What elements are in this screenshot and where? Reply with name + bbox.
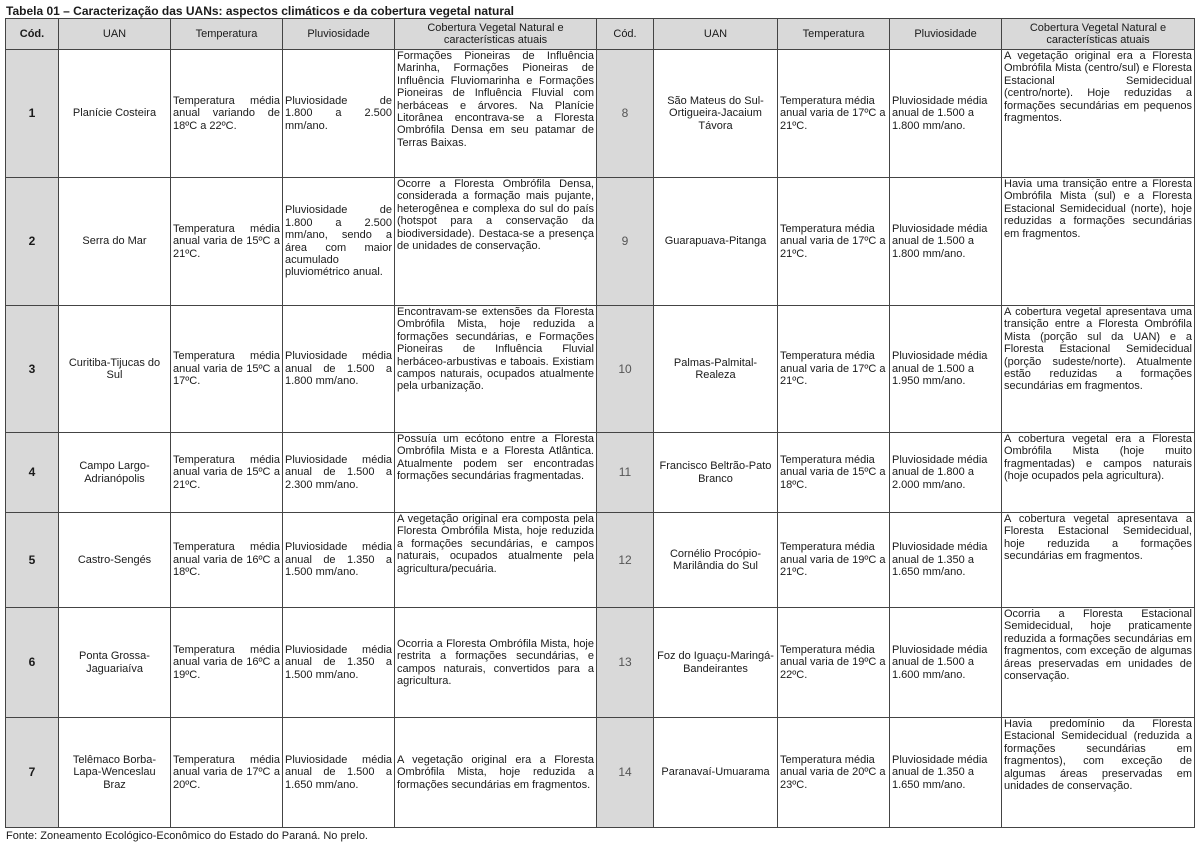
cell-temperatura: Temperatura média anual varia de 17ºC a 21ºC.	[778, 50, 890, 178]
header-cod: Cód.	[597, 19, 654, 50]
table-row	[6, 513, 1195, 608]
cell-uan: Guarapuava-Pitanga	[654, 178, 778, 306]
cell-cobertura: Havia uma transição entre a Floresta Ombrófila Mista (sul) e a Floresta Estacional Semidecidual (norte), hoje reduzidas a formações secundárias em fragmentos.	[1002, 178, 1195, 306]
cell-uan: Campo Largo-Adrianópolis	[59, 433, 171, 513]
cell-pluviosidade: Pluviosidade de 1.800 a 2.500 mm/ano.	[283, 50, 395, 178]
table-body	[6, 50, 1195, 828]
cell-cod: 13	[597, 608, 654, 718]
header-cod: Cód.	[6, 19, 59, 50]
cell-cod: 12	[597, 513, 654, 608]
cell-cod: 7	[6, 718, 59, 828]
table-row	[6, 608, 1195, 718]
cell-cod: 2	[6, 178, 59, 306]
cell-uan: Foz do Iguaçu-Maringá-Bandeirantes	[654, 608, 778, 718]
cell-uan: Paranavaí-Umuarama	[654, 718, 778, 828]
table-row	[6, 718, 1195, 828]
cell-pluviosidade: Pluviosidade média anual de 1.500 a 1.650 mm/ano.	[283, 718, 395, 828]
cell-uan: Palmas-Palmital-Realeza	[654, 306, 778, 433]
cell-temperatura: Temperatura média anual variando de 18ºC a 22ºC.	[171, 50, 283, 178]
cell-pluviosidade: Pluviosidade média anual de 1.350 a 1.500 mm/ano.	[283, 513, 395, 608]
header-pluviosidade: Pluviosidade	[890, 19, 1002, 50]
header-uan: UAN	[654, 19, 778, 50]
source-note: Fonte: Zoneamento Ecológico-Econômico do Estado do Paraná. No prelo.	[6, 830, 368, 842]
cell-cod: 1	[6, 50, 59, 178]
cell-cod: 5	[6, 513, 59, 608]
cell-uan: Castro-Sengés	[59, 513, 171, 608]
cell-pluviosidade: Pluviosidade média anual de 1.500 a 1.950 mm/ano.	[890, 306, 1002, 433]
table-row	[6, 178, 1195, 306]
header-pluviosidade: Pluviosidade	[283, 19, 395, 50]
uan-table	[5, 18, 1195, 828]
table-row	[6, 433, 1195, 513]
cell-pluviosidade: Pluviosidade média anual de 1.500 a 2.300 mm/ano.	[283, 433, 395, 513]
cell-pluviosidade: Pluviosidade média anual de 1.500 a 1.600 mm/ano.	[890, 608, 1002, 718]
cell-pluviosidade: Pluviosidade média anual de 1.350 a 1.500 mm/ano.	[283, 608, 395, 718]
cell-cobertura: A vegetação original era composta pela Floresta Ombrófila Mista, hoje reduzida a formações secundárias, e campos naturais, ocupados atualmente pela agricultura/pecuária.	[395, 513, 597, 608]
cell-cod: 4	[6, 433, 59, 513]
cell-cod: 8	[597, 50, 654, 178]
cell-pluviosidade: Pluviosidade média anual de 1.500 a 1.800 mm/ano.	[890, 50, 1002, 178]
cell-cobertura: A cobertura vegetal era a Floresta Ombrófila Mista (hoje muito fragmentadas) e campos naturais (hoje ocupados pela agricultura).	[1002, 433, 1195, 513]
cell-temperatura: Temperatura média anual varia de 17ºC a 21ºC.	[778, 306, 890, 433]
cell-temperatura: Temperatura média anual varia de 15ºC a 17ºC.	[171, 306, 283, 433]
header-cobertura: Cobertura Vegetal Natural e características atuais	[395, 19, 597, 50]
cell-pluviosidade: Pluviosidade média anual de 1.350 a 1.650 mm/ano.	[890, 718, 1002, 828]
header-temperatura: Temperatura	[778, 19, 890, 50]
cell-cobertura: A vegetação original era a Floresta Ombrófila Mista (centro/sul) e Floresta Estacional Semidecidual (centro/norte). Hoje reduzidas a formações secundárias em pequenos fragmentos.	[1002, 50, 1195, 178]
cell-pluviosidade: Pluviosidade média anual de 1.800 a 2.000 mm/ano.	[890, 433, 1002, 513]
header-row	[6, 19, 1195, 50]
cell-cod: 10	[597, 306, 654, 433]
cell-cobertura: A cobertura vegetal apresentava uma transição entre a Floresta Ombrófila Mista (porção sul da UAN) e a Floresta Estacional Semidecidual (porção sudeste/norte). Atualmente estão reduzidas a formações secundárias em fragmentos.	[1002, 306, 1195, 433]
cell-cod: 9	[597, 178, 654, 306]
cell-cobertura: Encontravam-se extensões da Floresta Ombrófila Mista, hoje reduzida a formações secundárias, e Formações Pioneiras de Influência Fluvial herbáceo-arbustivas e taboais. Existiam campos naturais, ocupados atualmente pela urbanização.	[395, 306, 597, 433]
cell-cobertura: A vegetação original era a Floresta Ombrófila Mista, hoje reduzida a formações secundárias em fragmentos.	[395, 718, 597, 828]
cell-cobertura: Havia predomínio da Floresta Estacional Semidecidual (reduzida a formações secundárias em fragmentos), com exceção de algumas áreas preservadas em unidades de conservação.	[1002, 718, 1195, 828]
cell-cobertura: Possuía um ecótono entre a Floresta Ombrófila Mista e a Floresta Atlântica. Atualmente podem ser encontradas formações secundárias fragmentadas.	[395, 433, 597, 513]
cell-uan: Curitiba-Tijucas do Sul	[59, 306, 171, 433]
cell-temperatura: Temperatura média anual varia de 17ºC a 20ºC.	[171, 718, 283, 828]
cell-temperatura: Temperatura média anual varia de 19ºC a 22ºC.	[778, 608, 890, 718]
cell-uan: Serra do Mar	[59, 178, 171, 306]
header-uan: UAN	[59, 19, 171, 50]
cell-temperatura: Temperatura média anual varia de 16ºC a 18ºC.	[171, 513, 283, 608]
cell-uan: Ponta Grossa-Jaguariaíva	[59, 608, 171, 718]
cell-uan: Telêmaco Borba-Lapa-Wenceslau Braz	[59, 718, 171, 828]
cell-cobertura: Formações Pioneiras de Influência Marinha, Formações Pioneiras de Influência Fluviomarinha e Formações Pioneiras de Influência Fluvial com herbáceas e árvores. Na Planície Litorânea encontrava-se a Floresta Ombrófila Densa em seu patamar de Terras Baixas.	[395, 50, 597, 178]
table-row	[6, 50, 1195, 178]
cell-cobertura: Ocorria a Floresta Estacional Semidecidual, hoje praticamente reduzida a formações secundárias em fragmentos, com exceção de algumas áreas preservadas em unidades de conservação.	[1002, 608, 1195, 718]
cell-temperatura: Temperatura média anual varia de 15ºC a 18ºC.	[778, 433, 890, 513]
table-header	[6, 19, 1195, 50]
cell-cobertura: A cobertura vegetal apresentava a Floresta Estacional Semidecidual, hoje reduzida a formações secundárias em fragmentos.	[1002, 513, 1195, 608]
cell-cod: 6	[6, 608, 59, 718]
cell-uan: São Mateus do Sul-Ortigueira-Jacaium Távora	[654, 50, 778, 178]
cell-cod: 3	[6, 306, 59, 433]
cell-pluviosidade: Pluviosidade média anual de 1.500 a 1.800 mm/ano.	[283, 306, 395, 433]
cell-pluviosidade: Pluviosidade média anual de 1.350 a 1.650 mm/ano.	[890, 513, 1002, 608]
document-page	[5, 4, 1194, 843]
cell-pluviosidade: Pluviosidade média anual de 1.500 a 1.800 mm/ano.	[890, 178, 1002, 306]
cell-uan: Planície Costeira	[59, 50, 171, 178]
cell-temperatura: Temperatura média anual varia de 15ºC a 21ºC.	[171, 433, 283, 513]
cell-uan: Cornélio Procópio-Marilândia do Sul	[654, 513, 778, 608]
cell-cobertura: Ocorria a Floresta Ombrófila Mista, hoje restrita a formações secundárias, e campos naturais, convertidos para a agricultura.	[395, 608, 597, 718]
header-cobertura: Cobertura Vegetal Natural e características atuais	[1002, 19, 1195, 50]
cell-temperatura: Temperatura média anual varia de 16ºC a 19ºC.	[171, 608, 283, 718]
table-caption: Tabela 01 – Caracterização das UANs: aspectos climáticos e da cobertura vegetal natural	[6, 4, 514, 18]
cell-temperatura: Temperatura média anual varia de 20ºC a 23ºC.	[778, 718, 890, 828]
table-row	[6, 306, 1195, 433]
cell-cod: 14	[597, 718, 654, 828]
cell-cod: 11	[597, 433, 654, 513]
cell-uan: Francisco Beltrão-Pato Branco	[654, 433, 778, 513]
header-temperatura: Temperatura	[171, 19, 283, 50]
cell-temperatura: Temperatura média anual varia de 17ºC a 21ºC.	[778, 178, 890, 306]
cell-cobertura: Ocorre a Floresta Ombrófila Densa, considerada a formação mais pujante, heterogênea e complexa do sul do país (hotspot para a conservação da biodiversidade). Destaca-se a presença de unidades de conservação.	[395, 178, 597, 306]
cell-pluviosidade: Pluviosidade de 1.800 a 2.500 mm/ano, sendo a área com maior acumulado pluviométrico anual.	[283, 178, 395, 306]
cell-temperatura: Temperatura média anual varia de 15ºC a 21ºC.	[171, 178, 283, 306]
cell-temperatura: Temperatura média anual varia de 19ºC a 21ºC.	[778, 513, 890, 608]
